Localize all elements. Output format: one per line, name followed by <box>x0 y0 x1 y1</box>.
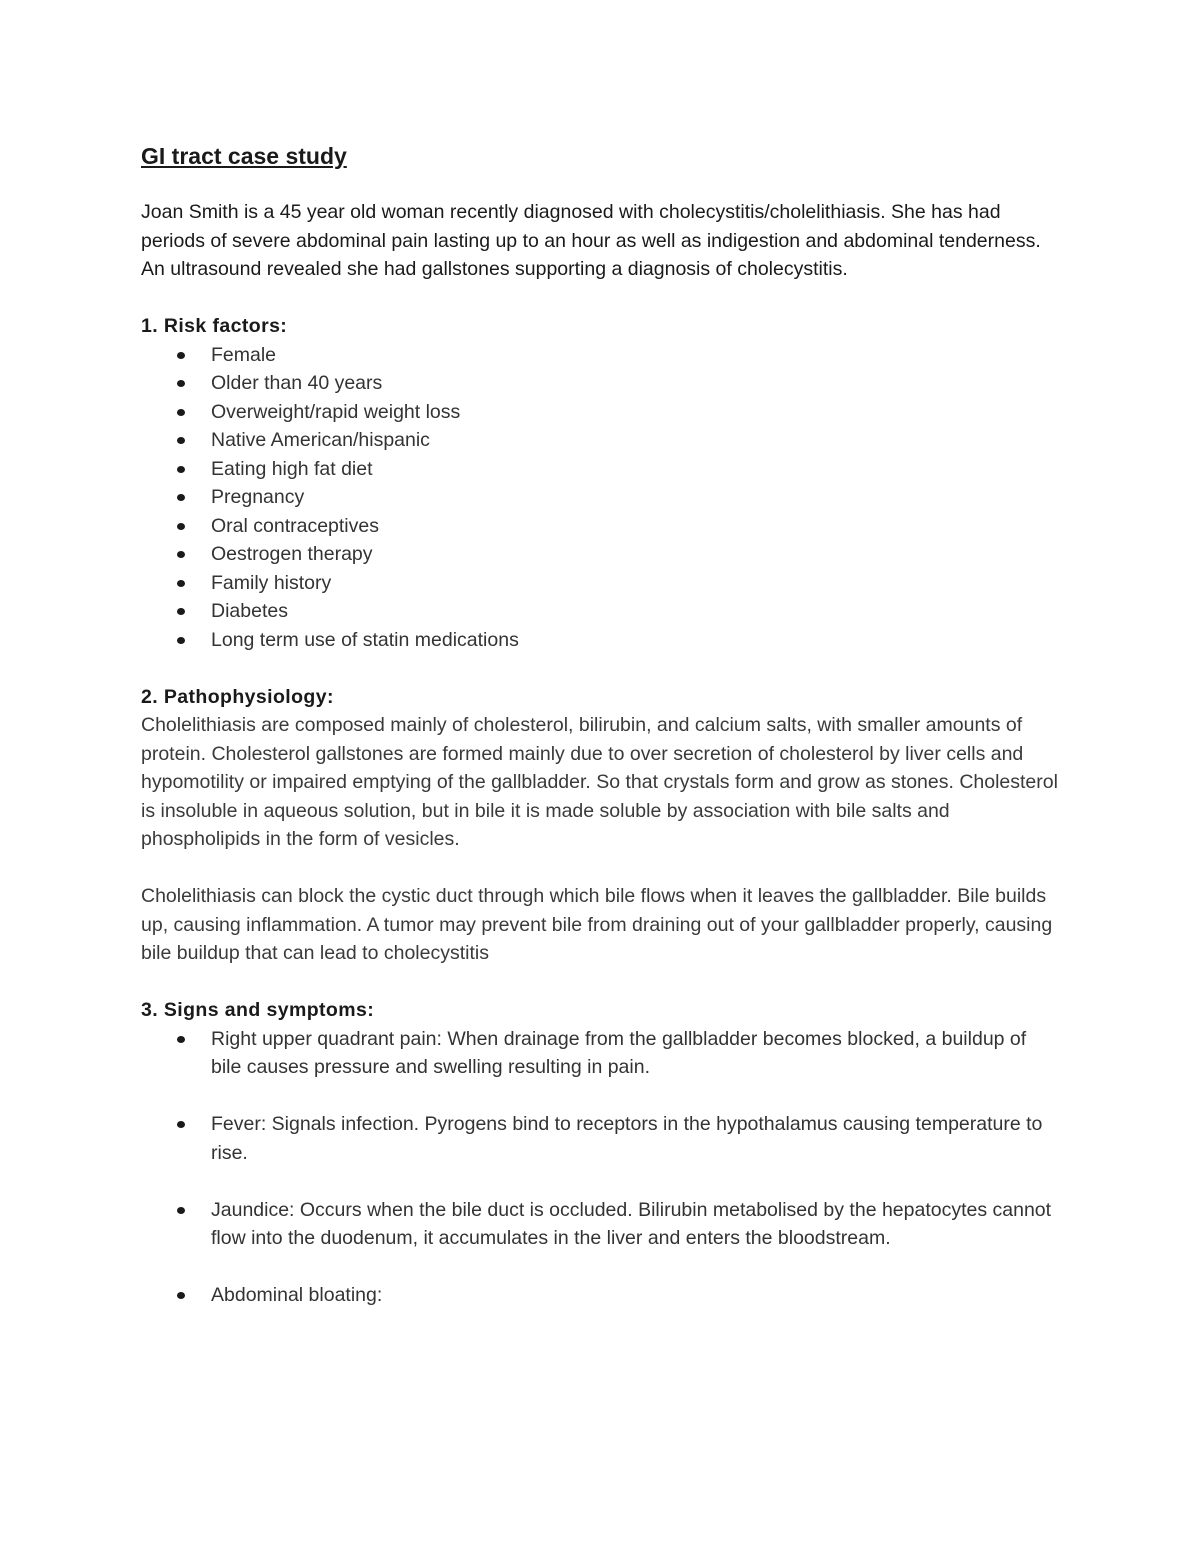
list-item-text: Older than 40 years <box>211 372 383 394</box>
bullet-icon <box>177 494 185 501</box>
risk-factors-list <box>141 341 1061 655</box>
list-item <box>141 341 1061 370</box>
signs-symptoms-heading: 3. Signs and symptoms: <box>141 999 375 1021</box>
list-item-text: Female <box>211 343 277 366</box>
spacer <box>141 284 1061 313</box>
list-item <box>141 540 1061 569</box>
bullet-icon <box>177 380 185 387</box>
bullet-icon <box>177 637 185 644</box>
bullet-icon <box>177 1292 185 1299</box>
bullet-icon <box>177 466 185 473</box>
risk-factors-heading: 1. Risk factors: <box>141 315 288 337</box>
list-item-text: Family history <box>211 571 332 594</box>
bullet-icon <box>177 523 185 530</box>
bullet-icon <box>177 1036 185 1043</box>
document-page <box>141 140 1061 1310</box>
list-item <box>141 626 1061 655</box>
list-item-text: Jaundice: Occurs when the bile duct is occluded. Bilirubin metabolised by the hepatocytes cannot flow into the duodenum, it accumulates in the liver and enters the bloodstream. <box>211 1198 1052 1249</box>
list-item <box>141 512 1061 541</box>
spacer <box>141 968 1061 997</box>
list-item <box>141 455 1061 484</box>
list-item <box>141 1110 1061 1167</box>
list-item <box>141 398 1061 427</box>
list-item-text: Pregnancy <box>211 486 305 508</box>
list-item-text: Abdominal bloating: <box>211 1284 383 1306</box>
list-item-text: Right upper quadrant pain: When drainage from the gallbladder becomes blocked, a buildup of bile causes pressure and swelling resulting in pain. <box>211 1027 1027 1078</box>
intro-paragraph: Joan Smith is a 45 year old woman recently diagnosed with cholecystitis/cholelithiasis. She has had periods of severe abdominal pain lasting up to an hour as well as indigestion and abdominal tenderness. An ultrasound revealed she had gallstones supporting a diagnosis of cholecystitis. <box>141 201 1041 280</box>
list-item <box>141 569 1061 598</box>
bullet-icon <box>177 437 185 444</box>
spacer <box>141 654 1061 683</box>
list-item-text: Eating high fat diet <box>211 457 373 480</box>
bullet-icon <box>177 409 185 416</box>
pathophysiology-paragraph-2: Cholelithiasis can block the cystic duct through which bile flows when it leaves the gallbladder. Bile builds up, causing inflammation. A tumor may prevent bile from draining out of your gallbladder properly, causing bile buildup that can lead to cholecystitis <box>141 885 1053 964</box>
list-item-text: Native American/hispanic <box>211 429 430 451</box>
list-item <box>141 1281 1061 1310</box>
bullet-icon <box>177 1121 185 1128</box>
bullet-icon <box>177 1207 185 1214</box>
signs-symptoms-list <box>141 1025 1061 1310</box>
list-item <box>141 1025 1061 1082</box>
list-item <box>141 597 1061 626</box>
pathophysiology-paragraph-1: Cholelithiasis are composed mainly of cholesterol, bilirubin, and calcium salts, with smaller amounts of protein. Cholesterol gallstones are formed mainly due to over secretion of cholesterol by liver cells and hypomotility or impaired emptying of the gallbladder. So that crystals form and grow as stones. Cholesterol is insoluble in aqueous solution, but in bile it is made soluble by association with bile salts and phospholipids in the form of vesicles. <box>141 714 1058 850</box>
list-item-text: Long term use of statin medications <box>211 628 519 651</box>
list-item <box>141 426 1061 455</box>
list-item <box>141 483 1061 512</box>
list-item-text: Diabetes <box>211 600 288 622</box>
list-item <box>141 369 1061 398</box>
list-item-text: Fever: Signals infection. Pyrogens bind to receptors in the hypothalamus causing temperature to rise. <box>211 1113 1043 1164</box>
bullet-icon <box>177 580 185 587</box>
bullet-icon <box>177 551 185 558</box>
pathophysiology-heading: 2. Pathophysiology: <box>141 685 334 708</box>
list-item-text: Oral contraceptives <box>211 514 379 537</box>
list-item-text: Oestrogen therapy <box>211 543 373 565</box>
list-item-text: Overweight/rapid weight loss <box>211 400 461 423</box>
bullet-icon <box>177 608 185 615</box>
list-item <box>141 1196 1061 1253</box>
spacer <box>141 854 1061 883</box>
bullet-icon <box>177 352 185 359</box>
document-title: GI tract case study <box>141 143 347 169</box>
